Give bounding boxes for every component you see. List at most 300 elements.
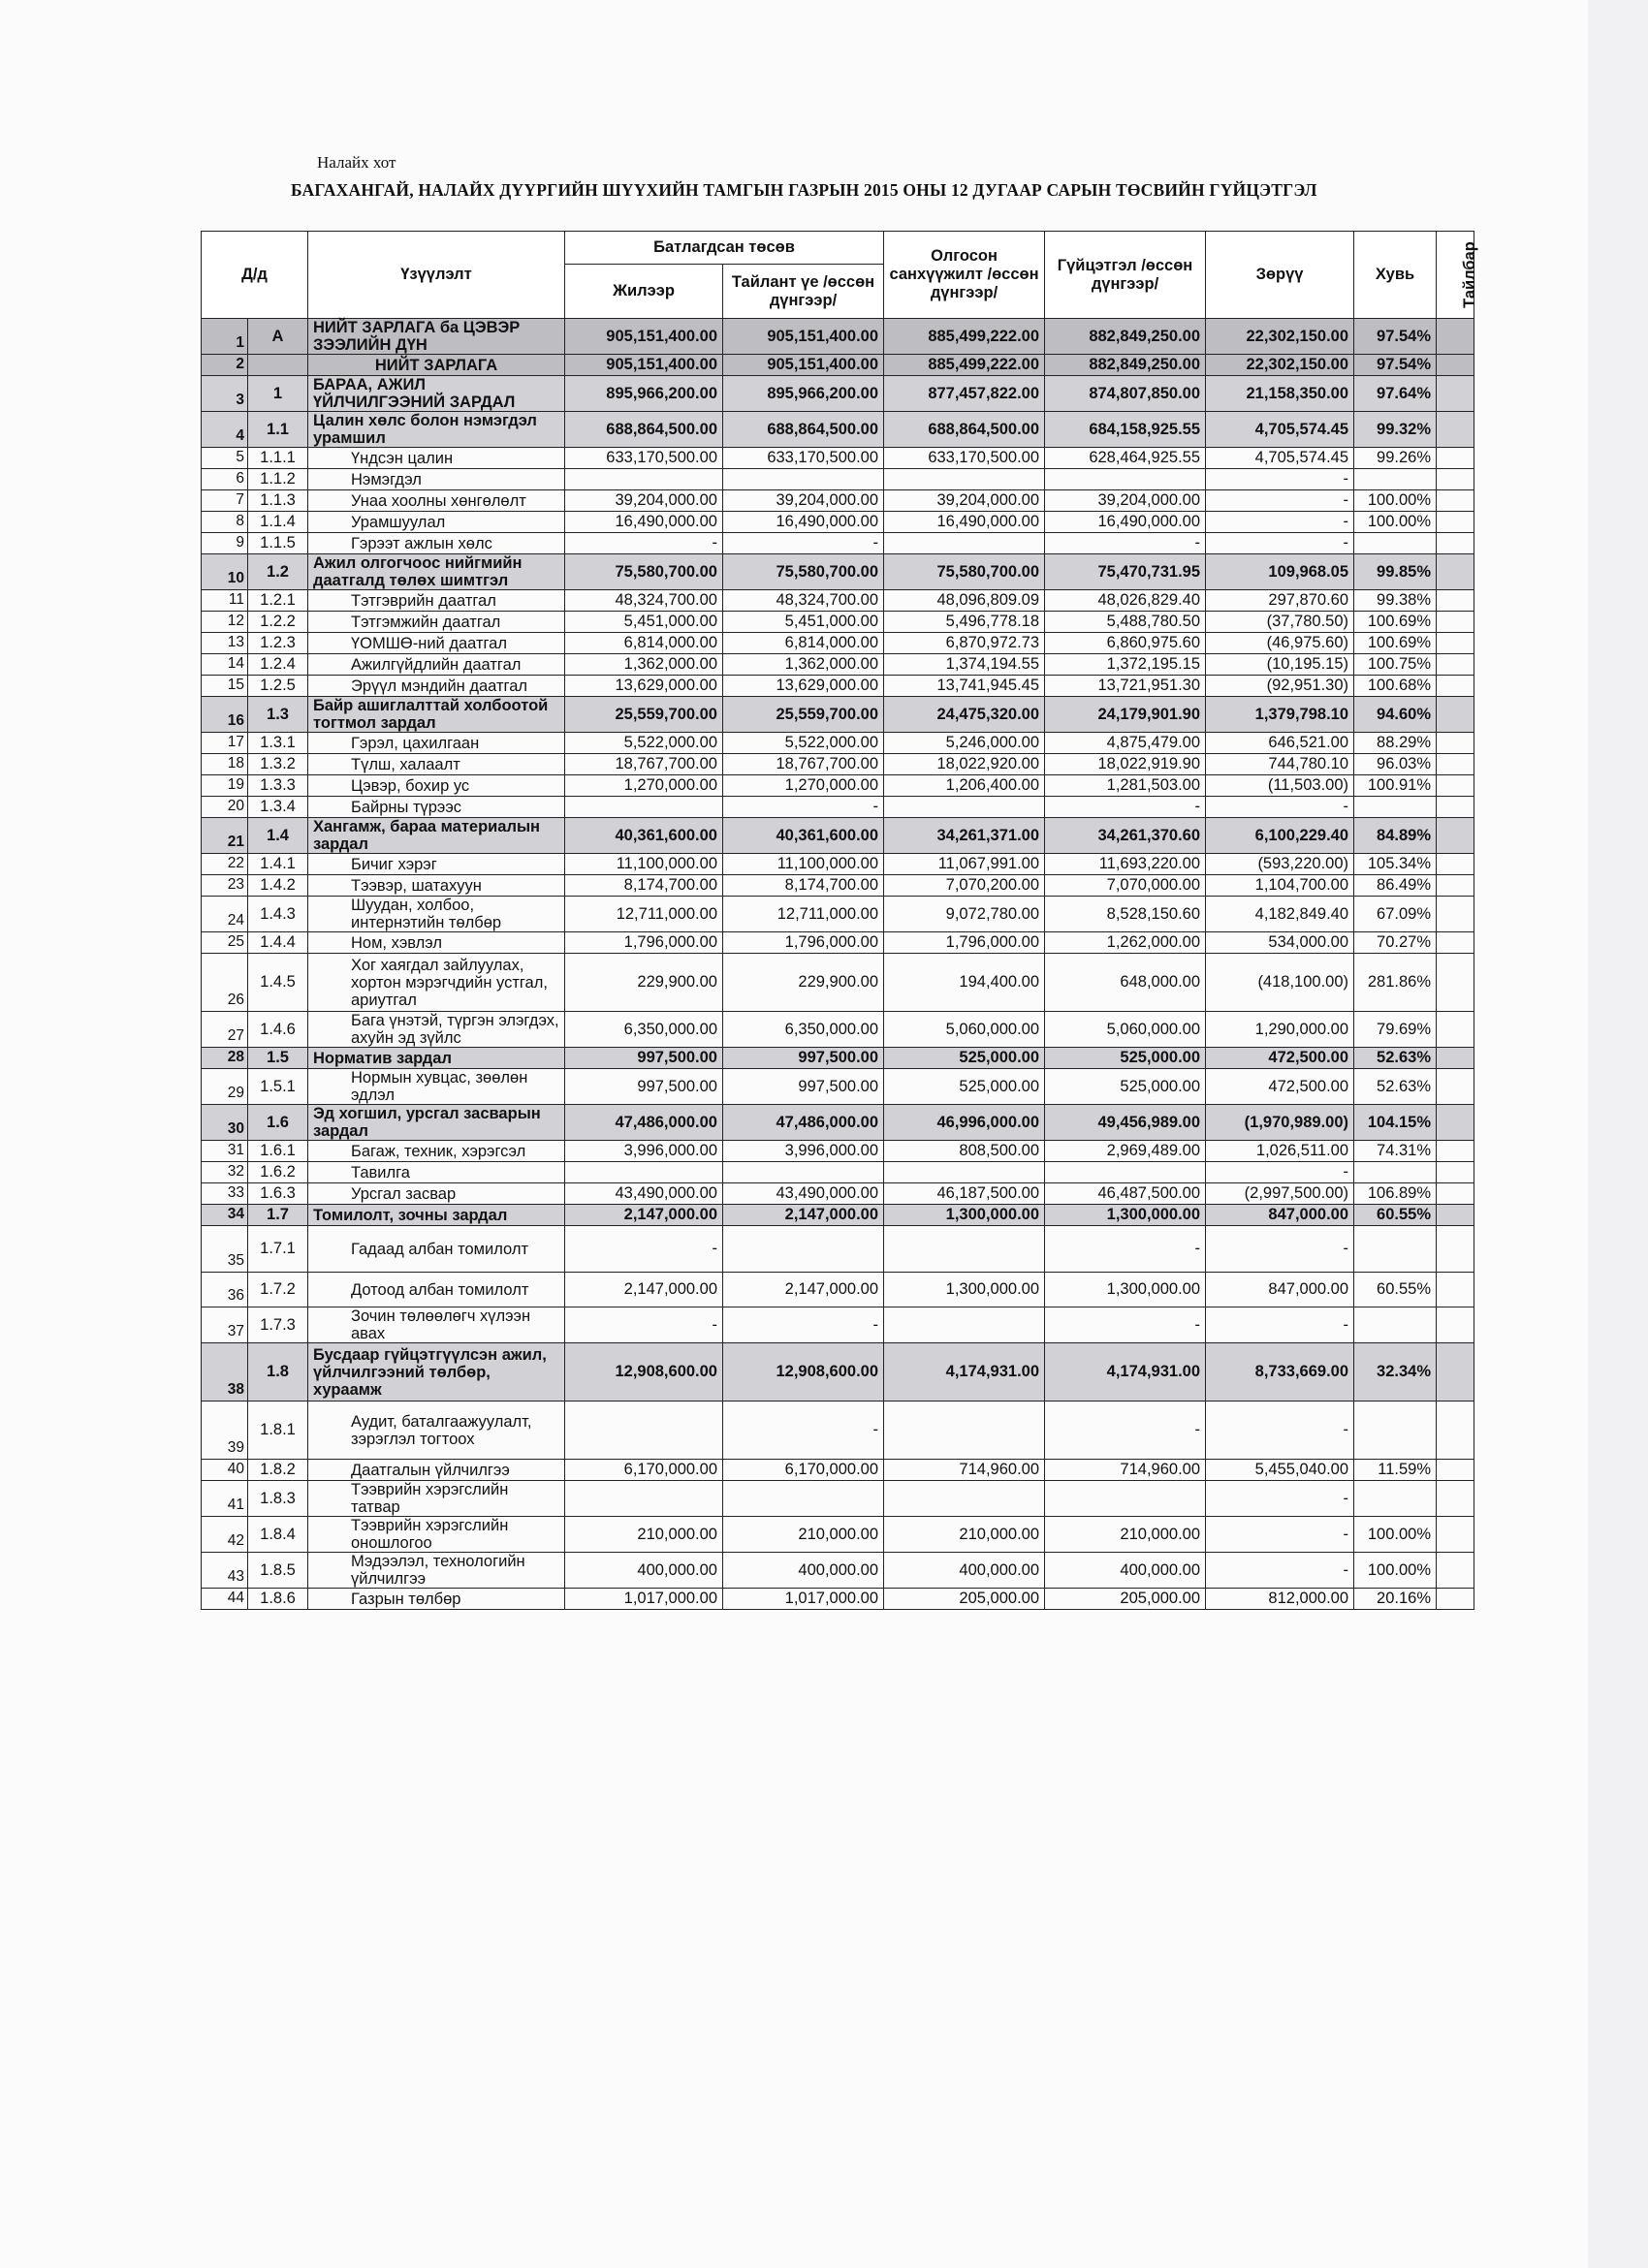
difference-value: - <box>1206 797 1354 818</box>
annual-value <box>565 1481 723 1517</box>
table-row <box>202 775 1474 797</box>
table-row <box>202 512 1474 533</box>
row-indicator: Ажилгүйдлийн даатгал <box>308 654 565 676</box>
annual-value: 48,324,700.00 <box>565 590 723 612</box>
report-period-value: 39,204,000.00 <box>723 490 884 512</box>
table-row <box>202 1183 1474 1205</box>
annual-value: 18,767,700.00 <box>565 754 723 775</box>
difference-value: - <box>1206 533 1354 554</box>
annual-value: 13,629,000.00 <box>565 676 723 697</box>
actual-value: 24,179,901.90 <box>1045 697 1206 733</box>
annual-value: 16,490,000.00 <box>565 512 723 533</box>
actual-value: 882,849,250.00 <box>1045 319 1206 355</box>
percent-value: 100.00% <box>1354 490 1437 512</box>
note-cell <box>1437 376 1474 412</box>
funded-value: 194,400.00 <box>884 954 1045 1012</box>
row-number: 5 <box>202 448 248 469</box>
difference-value: 534,000.00 <box>1206 932 1354 954</box>
note-cell <box>1437 1553 1474 1589</box>
row-number: 29 <box>202 1069 248 1105</box>
difference-value: - <box>1206 1517 1354 1553</box>
header-dd: Д/д <box>202 232 308 319</box>
percent-value <box>1354 1162 1437 1183</box>
row-number: 13 <box>202 633 248 654</box>
table-row <box>202 1205 1474 1226</box>
report-period-value: 1,270,000.00 <box>723 775 884 797</box>
percent-value: 88.29% <box>1354 733 1437 754</box>
difference-value: 1,290,000.00 <box>1206 1012 1354 1048</box>
percent-value: 100.00% <box>1354 1517 1437 1553</box>
difference-value: 1,379,798.10 <box>1206 697 1354 733</box>
actual-value: 46,487,500.00 <box>1045 1183 1206 1205</box>
row-number: 18 <box>202 754 248 775</box>
funded-value: 48,096,809.09 <box>884 590 1045 612</box>
row-indicator: Тавилга <box>308 1162 565 1183</box>
table-row <box>202 1162 1474 1183</box>
actual-value: 648,000.00 <box>1045 954 1206 1012</box>
percent-value: 70.27% <box>1354 932 1437 954</box>
table-row <box>202 818 1474 854</box>
report-period-value: - <box>723 1402 884 1460</box>
funded-value: 1,300,000.00 <box>884 1205 1045 1226</box>
difference-value: (46,975.60) <box>1206 633 1354 654</box>
actual-value: 5,488,780.50 <box>1045 612 1206 633</box>
report-period-value: 5,522,000.00 <box>723 733 884 754</box>
actual-value: 6,860,975.60 <box>1045 633 1206 654</box>
row-indicator: Газрын төлбөр <box>308 1589 565 1610</box>
difference-value: 8,733,669.00 <box>1206 1343 1354 1402</box>
difference-value: 646,521.00 <box>1206 733 1354 754</box>
percent-value <box>1354 469 1437 490</box>
row-code: 1.4.5 <box>248 954 308 1012</box>
percent-value <box>1354 1402 1437 1460</box>
difference-value: 21,158,350.00 <box>1206 376 1354 412</box>
actual-value: 39,204,000.00 <box>1045 490 1206 512</box>
actual-value <box>1045 469 1206 490</box>
row-code: 1.2.1 <box>248 590 308 612</box>
difference-value: 472,500.00 <box>1206 1069 1354 1105</box>
row-number: 22 <box>202 854 248 875</box>
difference-value: 22,302,150.00 <box>1206 355 1354 376</box>
note-cell <box>1437 1460 1474 1481</box>
report-period-value: 1,796,000.00 <box>723 932 884 954</box>
row-number: 15 <box>202 676 248 697</box>
row-code: 1.1.5 <box>248 533 308 554</box>
table-row <box>202 654 1474 676</box>
percent-value: 100.69% <box>1354 633 1437 654</box>
header-note-text: Тайлбар <box>1460 241 1478 308</box>
annual-value: 997,500.00 <box>565 1048 723 1069</box>
row-indicator: Урсгал засвар <box>308 1183 565 1205</box>
table-row <box>202 412 1474 448</box>
report-period-value: 210,000.00 <box>723 1517 884 1553</box>
report-period-value: 40,361,600.00 <box>723 818 884 854</box>
actual-value: 8,528,150.60 <box>1045 897 1206 932</box>
row-number: 11 <box>202 590 248 612</box>
note-cell <box>1437 1402 1474 1460</box>
note-cell <box>1437 612 1474 633</box>
report-period-value: 48,324,700.00 <box>723 590 884 612</box>
row-number: 32 <box>202 1162 248 1183</box>
row-number: 9 <box>202 533 248 554</box>
annual-value: 39,204,000.00 <box>565 490 723 512</box>
row-code: 1.8.4 <box>248 1517 308 1553</box>
percent-value: 100.69% <box>1354 612 1437 633</box>
row-indicator: Түлш, халаалт <box>308 754 565 775</box>
row-code <box>248 355 308 376</box>
row-number: 3 <box>202 376 248 412</box>
funded-value: 4,174,931.00 <box>884 1343 1045 1402</box>
row-code: 1.3.1 <box>248 733 308 754</box>
row-indicator: Тэтгэмжийн даатгал <box>308 612 565 633</box>
note-cell <box>1437 1343 1474 1402</box>
row-code: 1.4.4 <box>248 932 308 954</box>
row-code: 1.8.5 <box>248 1553 308 1589</box>
funded-value: 24,475,320.00 <box>884 697 1045 733</box>
funded-value: 1,206,400.00 <box>884 775 1045 797</box>
row-code: 1.3 <box>248 697 308 733</box>
row-indicator: Ном, хэвлэл <box>308 932 565 954</box>
row-number: 4 <box>202 412 248 448</box>
percent-value: 281.86% <box>1354 954 1437 1012</box>
row-number: 40 <box>202 1460 248 1481</box>
report-period-value: 12,908,600.00 <box>723 1343 884 1402</box>
annual-value: 5,451,000.00 <box>565 612 723 633</box>
row-code: 1.1.4 <box>248 512 308 533</box>
difference-value: - <box>1206 1402 1354 1460</box>
actual-value: 5,060,000.00 <box>1045 1012 1206 1048</box>
annual-value <box>565 469 723 490</box>
annual-value: - <box>565 533 723 554</box>
row-code: 1.6 <box>248 1105 308 1141</box>
annual-value: 2,147,000.00 <box>565 1205 723 1226</box>
actual-value: 1,372,195.15 <box>1045 654 1206 676</box>
report-period-value: 3,996,000.00 <box>723 1141 884 1162</box>
report-period-value: 633,170,500.00 <box>723 448 884 469</box>
table-row <box>202 1069 1474 1105</box>
row-indicator: Хангамж, бараа материалын зардал <box>308 818 565 854</box>
table-row <box>202 954 1474 1012</box>
note-cell <box>1437 1012 1474 1048</box>
difference-value: - <box>1206 1307 1354 1343</box>
percent-value: 96.03% <box>1354 754 1437 775</box>
percent-value: 79.69% <box>1354 1012 1437 1048</box>
actual-value: 1,300,000.00 <box>1045 1273 1206 1307</box>
table-row <box>202 633 1474 654</box>
funded-value: 11,067,991.00 <box>884 854 1045 875</box>
funded-value: 1,374,194.55 <box>884 654 1045 676</box>
note-cell <box>1437 854 1474 875</box>
funded-value: 18,022,920.00 <box>884 754 1045 775</box>
table-row <box>202 1343 1474 1402</box>
difference-value: 472,500.00 <box>1206 1048 1354 1069</box>
row-number: 2 <box>202 355 248 376</box>
report-period-value: - <box>723 1307 884 1343</box>
row-code: 1.6.2 <box>248 1162 308 1183</box>
note-cell <box>1437 754 1474 775</box>
note-cell <box>1437 733 1474 754</box>
table-row <box>202 1481 1474 1517</box>
annual-value: 6,350,000.00 <box>565 1012 723 1048</box>
annual-value: 75,580,700.00 <box>565 554 723 590</box>
percent-value: 52.63% <box>1354 1048 1437 1069</box>
table-row <box>202 1589 1474 1610</box>
row-code: 1.1.3 <box>248 490 308 512</box>
note-cell <box>1437 1481 1474 1517</box>
note-cell <box>1437 875 1474 897</box>
table-row <box>202 469 1474 490</box>
row-code: 1.5.1 <box>248 1069 308 1105</box>
difference-value: 4,705,574.45 <box>1206 412 1354 448</box>
percent-value: 60.55% <box>1354 1205 1437 1226</box>
row-indicator: НИЙТ ЗАРЛАГА ба ЦЭВЭР ЗЭЭЛИЙН ДҮН <box>308 319 565 355</box>
annual-value: 12,711,000.00 <box>565 897 723 932</box>
annual-value: 3,996,000.00 <box>565 1141 723 1162</box>
report-period-value: 47,486,000.00 <box>723 1105 884 1141</box>
header-funded: Олгосон санхүүжилт /өссөн дүнгээр/ <box>884 232 1045 319</box>
annual-value: 1,017,000.00 <box>565 1589 723 1610</box>
annual-value: 905,151,400.00 <box>565 355 723 376</box>
header-annual: Жилээр <box>565 265 723 319</box>
table-row <box>202 733 1474 754</box>
note-cell <box>1437 554 1474 590</box>
row-number: 8 <box>202 512 248 533</box>
percent-value: 60.55% <box>1354 1273 1437 1307</box>
note-cell <box>1437 633 1474 654</box>
report-period-value: 13,629,000.00 <box>723 676 884 697</box>
row-number: 14 <box>202 654 248 676</box>
header-actual: Гүйцэтгэл /өссөн дүнгээр/ <box>1045 232 1206 319</box>
note-cell <box>1437 448 1474 469</box>
actual-value: 714,960.00 <box>1045 1460 1206 1481</box>
row-number: 20 <box>202 797 248 818</box>
row-indicator: Шуудан, холбоо, интернэтийн төлбөр <box>308 897 565 932</box>
table-row <box>202 590 1474 612</box>
row-indicator: Багаж, техник, хэрэгсэл <box>308 1141 565 1162</box>
report-period-value: 997,500.00 <box>723 1048 884 1069</box>
row-number: 24 <box>202 897 248 932</box>
row-indicator: Гэрэл, цахилгаан <box>308 733 565 754</box>
table-row <box>202 1226 1474 1273</box>
difference-value: - <box>1206 1226 1354 1273</box>
row-code: 1.8.1 <box>248 1402 308 1460</box>
actual-value: 7,070,000.00 <box>1045 875 1206 897</box>
difference-value: 744,780.10 <box>1206 754 1354 775</box>
annual-value <box>565 1162 723 1183</box>
actual-value: 684,158,925.55 <box>1045 412 1206 448</box>
row-indicator: Тээврийн хэрэгслийн татвар <box>308 1481 565 1517</box>
actual-value <box>1045 1162 1206 1183</box>
actual-value: 874,807,850.00 <box>1045 376 1206 412</box>
percent-value <box>1354 533 1437 554</box>
row-code: 1.1 <box>248 412 308 448</box>
actual-value: 34,261,370.60 <box>1045 818 1206 854</box>
funded-value: 46,996,000.00 <box>884 1105 1045 1141</box>
table-row <box>202 875 1474 897</box>
table-row <box>202 697 1474 733</box>
report-period-value: 25,559,700.00 <box>723 697 884 733</box>
difference-value: 847,000.00 <box>1206 1273 1354 1307</box>
annual-value: 210,000.00 <box>565 1517 723 1553</box>
note-cell <box>1437 1589 1474 1610</box>
table-body <box>202 319 1474 1610</box>
row-indicator: Цалин хөлс болон нэмэгдэл урамшил <box>308 412 565 448</box>
row-indicator: Цэвэр, бохир ус <box>308 775 565 797</box>
actual-value: 49,456,989.00 <box>1045 1105 1206 1141</box>
row-code: 1.3.3 <box>248 775 308 797</box>
percent-value <box>1354 1307 1437 1343</box>
row-number: 43 <box>202 1553 248 1589</box>
actual-value: 16,490,000.00 <box>1045 512 1206 533</box>
percent-value: 100.00% <box>1354 1553 1437 1589</box>
annual-value: 47,486,000.00 <box>565 1105 723 1141</box>
difference-value: 4,182,849.40 <box>1206 897 1354 932</box>
funded-value <box>884 1481 1045 1517</box>
row-indicator: Үндсэн цалин <box>308 448 565 469</box>
row-indicator: Мэдээлэл, технологийн үйлчилгээ <box>308 1553 565 1589</box>
report-period-value: 1,017,000.00 <box>723 1589 884 1610</box>
row-indicator: Бусдаар гүйцэтгүүлсэн ажил, үйлчилгээний төлбөр, хураамж <box>308 1343 565 1402</box>
row-code: 1.3.2 <box>248 754 308 775</box>
row-code: 1.6.1 <box>248 1141 308 1162</box>
funded-value: 885,499,222.00 <box>884 355 1045 376</box>
table-row <box>202 1402 1474 1460</box>
row-number: 35 <box>202 1226 248 1273</box>
report-period-value: - <box>723 797 884 818</box>
row-indicator: Ажил олгогчоос нийгмийн даатгалд төлөх шимтгэл <box>308 554 565 590</box>
funded-value: 5,246,000.00 <box>884 733 1045 754</box>
difference-value: (37,780.50) <box>1206 612 1354 633</box>
row-number: 30 <box>202 1105 248 1141</box>
row-code: 1.4.6 <box>248 1012 308 1048</box>
place-label: Налайх хот <box>317 153 396 172</box>
row-indicator: БАРАА, АЖИЛ ҮЙЛЧИЛГЭЭНИЙ ЗАРДАЛ <box>308 376 565 412</box>
table-row <box>202 1517 1474 1553</box>
funded-value: 46,187,500.00 <box>884 1183 1045 1205</box>
row-number: 16 <box>202 697 248 733</box>
difference-value: (418,100.00) <box>1206 954 1354 1012</box>
percent-value: 94.60% <box>1354 697 1437 733</box>
percent-value: 100.91% <box>1354 775 1437 797</box>
actual-value: - <box>1045 1402 1206 1460</box>
header-percent: Хувь <box>1354 232 1437 319</box>
table-row <box>202 533 1474 554</box>
report-period-value: 11,100,000.00 <box>723 854 884 875</box>
table-row <box>202 1553 1474 1589</box>
row-number: 27 <box>202 1012 248 1048</box>
percent-value: 32.34% <box>1354 1343 1437 1402</box>
table-row <box>202 854 1474 875</box>
report-period-value: 2,147,000.00 <box>723 1273 884 1307</box>
report-period-value: 895,966,200.00 <box>723 376 884 412</box>
actual-value: 400,000.00 <box>1045 1553 1206 1589</box>
row-code: 1.8.2 <box>248 1460 308 1481</box>
annual-value: 1,362,000.00 <box>565 654 723 676</box>
difference-value: - <box>1206 1553 1354 1589</box>
note-cell <box>1437 490 1474 512</box>
scan-background-edge <box>1588 0 1648 2268</box>
row-number: 19 <box>202 775 248 797</box>
annual-value: - <box>565 1226 723 1273</box>
report-period-value: 6,814,000.00 <box>723 633 884 654</box>
report-period-value: 6,170,000.00 <box>723 1460 884 1481</box>
annual-value: 997,500.00 <box>565 1069 723 1105</box>
percent-value: 97.64% <box>1354 376 1437 412</box>
row-indicator: НИЙТ ЗАРЛАГА <box>308 355 565 376</box>
row-indicator: Тэтгэврийн даатгал <box>308 590 565 612</box>
row-number: 25 <box>202 932 248 954</box>
row-code: 1.4 <box>248 818 308 854</box>
funded-value: 210,000.00 <box>884 1517 1045 1553</box>
funded-value: 9,072,780.00 <box>884 897 1045 932</box>
report-period-value: 905,151,400.00 <box>723 355 884 376</box>
percent-value: 106.89% <box>1354 1183 1437 1205</box>
annual-value: 5,522,000.00 <box>565 733 723 754</box>
row-number: 26 <box>202 954 248 1012</box>
difference-value: (2,997,500.00) <box>1206 1183 1354 1205</box>
percent-value <box>1354 1226 1437 1273</box>
funded-value: 400,000.00 <box>884 1553 1045 1589</box>
percent-value: 67.09% <box>1354 897 1437 932</box>
note-cell <box>1437 697 1474 733</box>
table-row <box>202 490 1474 512</box>
funded-value: 75,580,700.00 <box>884 554 1045 590</box>
report-period-value: 2,147,000.00 <box>723 1205 884 1226</box>
actual-value: 882,849,250.00 <box>1045 355 1206 376</box>
note-cell <box>1437 319 1474 355</box>
difference-value: - <box>1206 469 1354 490</box>
table-row <box>202 376 1474 412</box>
report-period-value: 905,151,400.00 <box>723 319 884 355</box>
table-row <box>202 1273 1474 1307</box>
report-period-value: 229,900.00 <box>723 954 884 1012</box>
percent-value: 104.15% <box>1354 1105 1437 1141</box>
header-name: Үзүүлэлт <box>308 232 565 319</box>
table-row <box>202 1105 1474 1141</box>
annual-value: 40,361,600.00 <box>565 818 723 854</box>
row-code: 1.7.2 <box>248 1273 308 1307</box>
percent-value: 99.38% <box>1354 590 1437 612</box>
header-report-period: Тайлант үе /өссөн дүнгээр/ <box>723 265 884 319</box>
row-number: 37 <box>202 1307 248 1343</box>
row-indicator: Зочин төлөөлөгч хүлээн авах <box>308 1307 565 1343</box>
actual-value: 4,174,931.00 <box>1045 1343 1206 1402</box>
row-number: 10 <box>202 554 248 590</box>
difference-value: 109,968.05 <box>1206 554 1354 590</box>
funded-value: 633,170,500.00 <box>884 448 1045 469</box>
annual-value: 6,814,000.00 <box>565 633 723 654</box>
annual-value: 11,100,000.00 <box>565 854 723 875</box>
table-row <box>202 932 1474 954</box>
actual-value <box>1045 1481 1206 1517</box>
funded-value <box>884 533 1045 554</box>
funded-value: 6,870,972.73 <box>884 633 1045 654</box>
report-period-value: 1,362,000.00 <box>723 654 884 676</box>
annual-value: 2,147,000.00 <box>565 1273 723 1307</box>
table-row <box>202 554 1474 590</box>
difference-value: (92,951.30) <box>1206 676 1354 697</box>
percent-value: 86.49% <box>1354 875 1437 897</box>
report-period-value: 5,451,000.00 <box>723 612 884 633</box>
note-cell <box>1437 932 1474 954</box>
funded-value <box>884 1226 1045 1273</box>
percent-value: 20.16% <box>1354 1589 1437 1610</box>
report-period-value: 688,864,500.00 <box>723 412 884 448</box>
report-period-value: 997,500.00 <box>723 1069 884 1105</box>
percent-value: 100.00% <box>1354 512 1437 533</box>
actual-value: 525,000.00 <box>1045 1048 1206 1069</box>
percent-value: 105.34% <box>1354 854 1437 875</box>
